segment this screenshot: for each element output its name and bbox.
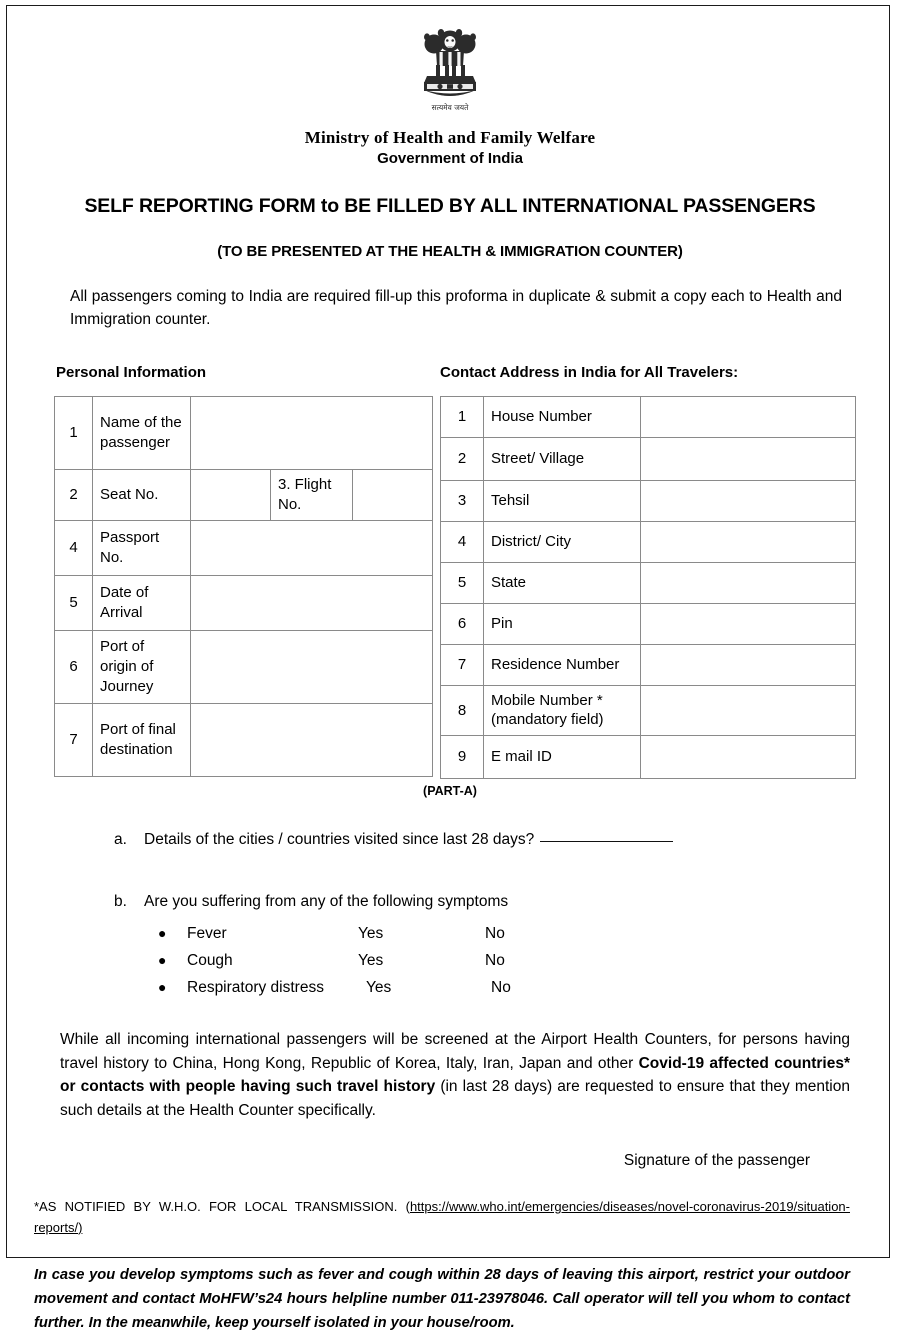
table-row (441, 480, 856, 521)
table-row (441, 736, 856, 779)
who-note-suffix: ) (78, 1220, 83, 1236)
row-label: Street/ Village (484, 437, 641, 480)
question-a-answer-input[interactable] (540, 841, 673, 842)
who-situation-reports-link[interactable]: https://www.who.int/emergencies/diseases/novel-coronavirus-2019/situation-reports/ (34, 1199, 850, 1236)
row-number: 4 (441, 521, 484, 562)
symptom-respiratory-distress-yes-option[interactable]: Yes (366, 979, 392, 997)
table-row (55, 703, 433, 776)
screening-text-part1: While all incoming international passengers will be screened at the Airport Health Counters, for persons having travel history to China, Hong Kong, Republic of Korea, Italy, Iran, Japan and other (60, 1031, 850, 1072)
table-row (441, 396, 856, 437)
row-number: 7 (55, 703, 93, 776)
form-main-title: SELF REPORTING FORM to BE FILLED BY ALL INTERNATIONAL PASSENGERS (84, 194, 816, 217)
row-label: Residence Number (484, 644, 641, 685)
row-value-input[interactable] (191, 520, 433, 575)
row-label: Seat No. (93, 469, 191, 520)
row-value-input[interactable] (641, 480, 856, 521)
bullet-icon: ● (158, 979, 167, 996)
row-value-input[interactable] (191, 703, 433, 776)
emblem-container (34, 0, 866, 119)
row-number: 8 (441, 685, 484, 736)
row-label: E mail ID (484, 736, 641, 779)
symptom-cough-yes-option[interactable]: Yes (358, 952, 384, 970)
row-label: Tehsil (484, 480, 641, 521)
row-number: 4 (55, 520, 93, 575)
bullet-icon: ● (158, 925, 167, 942)
table-row (55, 396, 433, 469)
row-number: 1 (441, 396, 484, 437)
question-b-marker: b. (114, 892, 127, 910)
table-row (55, 630, 433, 703)
list-item (158, 947, 866, 974)
table-row (55, 469, 433, 520)
symptom-fever-yes-option[interactable]: Yes (358, 925, 384, 943)
symptom-fever-no-option[interactable]: No (485, 925, 505, 943)
intro-paragraph: All passengers coming to India are required fill-up this proforma in duplicate & submit a copy each to Health and Immigration counter. (70, 287, 842, 328)
symptom-label: Cough (187, 952, 233, 970)
who-note-prefix: *AS NOTIFIED BY W.H.O. FOR LOCAL TRANSMISSION. ( (34, 1199, 410, 1215)
personal-information-label: Personal Information (56, 363, 207, 381)
contact-address-table (440, 396, 856, 780)
bullet-icon: ● (158, 952, 167, 969)
row-value-input[interactable] (191, 396, 433, 469)
row-label: Name of the passenger (93, 396, 191, 469)
personal-information-table (54, 396, 433, 777)
flight-no-label: 3. Flight No. (271, 469, 353, 520)
ministry-title: Ministry of Health and Family Welfare (304, 128, 596, 147)
row-number: 3 (441, 480, 484, 521)
state-emblem-of-india-icon (414, 22, 486, 114)
row-value-input[interactable] (641, 685, 856, 736)
part-a-label: (PART-A) (423, 783, 477, 798)
table-row (441, 603, 856, 644)
row-value-input[interactable] (191, 630, 433, 703)
forms-tables-row (34, 396, 866, 771)
row-label: District/ City (484, 521, 641, 562)
question-b-text: Are you suffering from any of the following symptoms (144, 892, 509, 910)
screening-text-part2: (in last 28 days) are requested to ensure that they mention such details at the Health Counter specifically. (60, 1078, 850, 1119)
row-number: 9 (441, 736, 484, 779)
list-item (158, 974, 866, 1001)
row-label: Port of final destination (93, 703, 191, 776)
question-a-text: Details of the cities / countries visited since last 28 days? (144, 830, 535, 848)
table-row (55, 575, 433, 630)
symptom-warning-note: In case you develop symptoms such as fever and cough within 28 days of leaving this airport, restrict your outdoor movement and contact MoHFW’s24 hours helpline number 011-23978046. Call operator will tell you whom to contact further. In the meanwhile, keep yourself isolated in your house/room. (34, 1267, 850, 1332)
section-labels (34, 364, 866, 384)
row-value-input[interactable] (641, 562, 856, 603)
row-number: 1 (55, 396, 93, 469)
questions-block (34, 828, 866, 1002)
emblem-motto: सत्यमेव जयते (431, 103, 469, 112)
row-label: State (484, 562, 641, 603)
row-number: 2 (441, 437, 484, 480)
row-number: 6 (55, 630, 93, 703)
question-a (114, 828, 866, 851)
row-value-input[interactable] (641, 644, 856, 685)
row-label: House Number (484, 396, 641, 437)
row-number: 7 (441, 644, 484, 685)
row-label: Mobile Number * (mandatory field) (484, 685, 641, 736)
table-row (441, 437, 856, 480)
row-value-input[interactable] (191, 575, 433, 630)
screening-paragraph (60, 1028, 850, 1122)
row-value-input[interactable] (641, 736, 856, 779)
row-value-input[interactable] (641, 437, 856, 480)
symptom-label: Respiratory distress (187, 979, 324, 997)
row-value-input[interactable] (641, 521, 856, 562)
contact-address-label: Contact Address in India for All Travelers: (440, 363, 739, 381)
symptom-label: Fever (187, 925, 227, 943)
row-value-input[interactable] (641, 396, 856, 437)
government-subtitle: Government of India (377, 150, 523, 168)
who-note (34, 1196, 850, 1238)
row-value-input[interactable] (191, 469, 271, 520)
row-number: 5 (55, 575, 93, 630)
row-label: Passport No. (93, 520, 191, 575)
row-label: Date of Arrival (93, 575, 191, 630)
row-number: 6 (441, 603, 484, 644)
table-row (55, 520, 433, 575)
question-a-marker: a. (114, 830, 127, 848)
row-label: Pin (484, 603, 641, 644)
form-sub-title: (TO BE PRESENTED AT THE HEALTH & IMMIGRATION COUNTER) (217, 242, 683, 260)
symptom-cough-no-option[interactable]: No (485, 952, 505, 970)
row-number: 5 (441, 562, 484, 603)
table-row (441, 644, 856, 685)
symptom-respiratory-distress-no-option[interactable]: No (491, 979, 511, 997)
signature-line: Signature of the passenger (623, 1152, 810, 1170)
table-row (441, 685, 856, 736)
question-b (114, 890, 866, 913)
row-label: Port of origin of Journey (93, 630, 191, 703)
flight-no-input[interactable] (353, 469, 433, 520)
row-number: 2 (55, 469, 93, 520)
list-item (158, 920, 866, 947)
table-row (441, 562, 856, 603)
row-value-input[interactable] (641, 603, 856, 644)
table-row (441, 521, 856, 562)
screening-text-bold: Covid-19 affected countries* or contacts with people having such travel history (60, 1054, 850, 1096)
symptoms-list (114, 920, 866, 1001)
